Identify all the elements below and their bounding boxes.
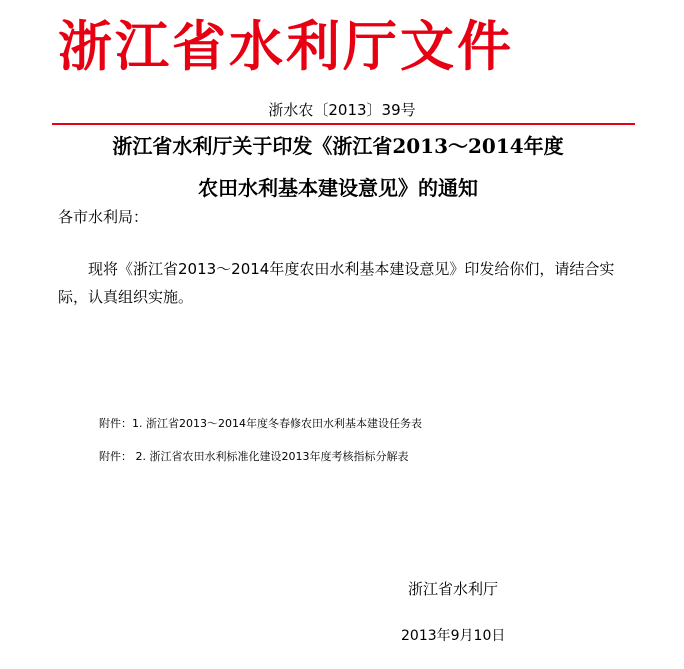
body-paragraph: 现将《浙江省2013～2014年度农田水利基本建设意见》印发给你们，请结合实际，认真组织实施。: [58, 260, 615, 306]
notice-title-line-2: 农田水利基本建设意见》的通知: [198, 176, 478, 200]
salutation: 各市水利局：: [58, 208, 149, 226]
issuer-signature: 浙江省水利厅: [408, 580, 499, 598]
document-number: 浙水农〔2013〕39号: [268, 101, 416, 119]
notice-title-line-1: 浙江省水利厅关于印发《浙江省2013～2014年度: [112, 134, 564, 158]
attachment-1: 附件：1. 浙江省2013～2014年度冬春修农田水利基本建设任务表: [99, 417, 422, 430]
document-header-title: 浙江省水利厅文件: [58, 14, 514, 78]
document-date: 2013年9月10日: [401, 628, 506, 644]
red-divider-line: [52, 123, 635, 125]
attachment-2: 附件： 2. 浙江省农田水利标准化建设2013年度考核指标分解表: [99, 450, 409, 463]
